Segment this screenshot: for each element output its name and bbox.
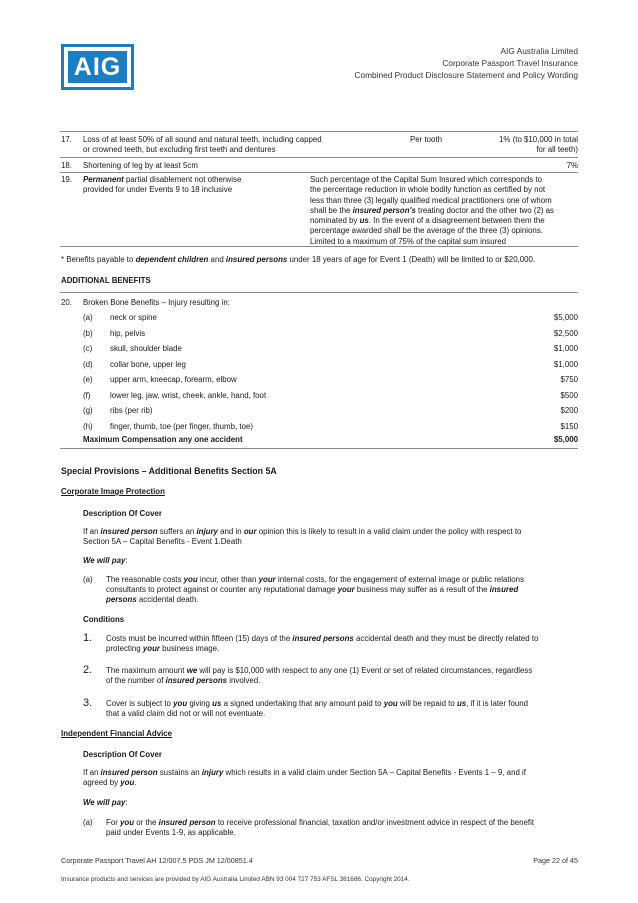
independent-financial-advice-title: Independent Financial Advice xyxy=(61,729,173,738)
bone-item-amount: $5,000 xyxy=(553,313,578,322)
bone-item-label: finger, thumb, toe (per finger, thumb, toe) xyxy=(110,421,253,431)
condition-number: 3. xyxy=(83,697,93,709)
row-description: Permanent partial disablement not otherwise xyxy=(83,175,242,184)
item-code: (a) xyxy=(83,818,93,827)
row-number: 19. xyxy=(61,175,72,184)
ifa-item-a-line: paid under Events 1-9, as applicable. xyxy=(106,828,236,837)
divider xyxy=(60,246,578,247)
max-compensation-label: Maximum Compensation any one accident xyxy=(83,435,243,444)
cip-item-a-line: consultants to protect against or counter any reputational damage your business may suffer as a result of the insured xyxy=(106,585,519,594)
row-description: Loss of at least 50% of all sound and natural teeth, including capped xyxy=(83,135,322,144)
condition-number: 2. xyxy=(83,664,93,676)
cip-description-line: Section 5A – Capital Benefits - Event 1.Death xyxy=(83,537,242,546)
ifa-description-line: If an insured person sustains an injury which results in a valid claim under Section 5A – Capital Benefits - Events 1 – 9, and if xyxy=(83,768,526,777)
cip-description-line: If an insured person suffers an injury and in our opinion this is likely to result in a valid claim under the policy with respect to xyxy=(83,527,522,536)
bone-item-code: (b) xyxy=(83,328,93,338)
corporate-image-protection-title: Corporate Image Protection xyxy=(61,487,165,496)
ifa-description-line: agreed by you. xyxy=(83,778,137,787)
row-description: provided for under Events 9 to 18 inclusive xyxy=(83,185,233,194)
bone-item-amount: $150 xyxy=(560,421,578,431)
row-amount: 7% xyxy=(566,161,578,170)
aig-logo xyxy=(61,44,134,90)
bone-item-amount: $200 xyxy=(560,406,578,415)
broken-bone-title: Broken Bone Benefits – Injury resulting in: xyxy=(83,298,230,307)
condition-line: Costs must be incurred within fifteen (15) days of the insured persons accidental death and they must be directly related to xyxy=(106,634,539,643)
divider xyxy=(60,172,578,173)
max-compensation-amount: $5,000 xyxy=(553,435,578,444)
condition-number: 1. xyxy=(83,632,93,644)
row-description: Shortening of leg by at least 5cm xyxy=(83,161,198,170)
description-of-cover-heading: Description Of Cover xyxy=(83,750,162,759)
footer-page-number: Page 22 of 45 xyxy=(533,856,578,865)
description-of-cover-heading: Description Of Cover xyxy=(83,509,162,518)
row-number: 18. xyxy=(61,161,72,170)
divider xyxy=(60,448,578,449)
cip-item-a-line: persons accidental death. xyxy=(106,595,199,604)
cip-item-a-line: The reasonable costs you incur, other than your internal costs, for the engagement of external image or public relations xyxy=(106,575,525,584)
additional-benefits-heading: ADDITIONAL BENEFITS xyxy=(61,276,151,285)
condition-line: Cover is subject to you giving us a signed undertaking that any amount paid to you will be repaid to us, if it is later found xyxy=(106,699,528,708)
row-number: 17. xyxy=(61,135,72,144)
condition-line: The maximum amount we will pay is $10,000 with respect to any one (1) Event or set of related circumstances, regardless xyxy=(106,666,533,675)
divider xyxy=(60,157,578,158)
header-document: Combined Product Disclosure Statement and Policy Wording xyxy=(354,70,578,80)
bone-item-amount: $750 xyxy=(560,375,578,384)
bone-item-code: (f) xyxy=(83,390,91,400)
bone-item-code: (d) xyxy=(83,359,93,369)
row-basis: Per tooth xyxy=(410,135,443,144)
bone-item-code: (e) xyxy=(83,375,93,384)
bone-item-code: (a) xyxy=(83,313,93,322)
condition-line: protecting your business image. xyxy=(106,644,220,653)
row-detail: Such percentage of the Capital Sum Insured which corresponds to the percentage reduction in whole bodily function as certified by not less than three (3) legally qualified medical practitioners one of whom shall be the insured person's treating doctor and the other two (2) as nominated by us. In the event of a disagreement between them the percentage awarded shall be the average of the three (3) opinions. Limited to a maximum of 75% of the capital sum insured xyxy=(310,175,554,246)
row-amount: 1% (to $10,000 in total xyxy=(499,135,578,144)
divider xyxy=(60,131,578,132)
footer-document-code: Corporate Passport Travel AH 12/007.5 PDS JM 12/00851.4 xyxy=(61,856,253,865)
conditions-heading: Conditions xyxy=(83,615,125,624)
header-product: Corporate Passport Travel Insurance xyxy=(442,58,578,68)
item-code: (a) xyxy=(83,575,93,584)
bone-item-amount: $500 xyxy=(560,390,578,400)
condition-line: of the number of insured persons involved. xyxy=(106,676,261,685)
benefits-note: * Benefits payable to dependent children and insured persons under 18 years of age for Event 1 (Death) will be limited to or $20,000. xyxy=(61,255,536,264)
row-amount: for all teeth) xyxy=(536,145,578,154)
bone-item-label: lower leg, jaw, wrist, cheek, ankle, hand, foot xyxy=(110,390,267,400)
divider xyxy=(60,292,578,293)
we-will-pay-label: We will pay: xyxy=(83,798,128,807)
bone-item-label: ribs (per rib) xyxy=(110,406,153,415)
bone-item-label: upper arm, kneecap, forearm, elbow xyxy=(110,375,237,384)
condition-line: that a valid claim did not or will not eventuate. xyxy=(106,709,266,718)
special-provisions-heading: Special Provisions – Additional Benefits Section 5A xyxy=(61,466,277,476)
bone-item-amount: $2,500 xyxy=(553,328,578,338)
header-company: AIG Australia Limited xyxy=(500,46,578,56)
ifa-item-a-line: For you or the insured person to receive professional financial, taxation and/or investment advice in respect of the benefit xyxy=(106,818,535,827)
bone-item-code: (c) xyxy=(83,344,93,353)
bone-item-amount: $1,000 xyxy=(553,344,578,353)
bone-item-label: skull, shoulder blade xyxy=(110,344,182,353)
bone-item-amount: $1,000 xyxy=(553,359,578,369)
logo-text: AIG xyxy=(68,51,127,83)
we-will-pay-label: We will pay: xyxy=(83,556,128,565)
footer-legal: Insurance products and services are provided by AIG Australia Limited ABN 93 004 727 753 AFSL 381686. Copyright 2014. xyxy=(61,876,410,883)
bone-item-label: collar bone, upper leg xyxy=(110,359,186,369)
row-description: or crowned teeth, but excluding first teeth and dentures xyxy=(83,145,276,154)
row-number: 20. xyxy=(61,298,72,307)
bone-item-code: (h) xyxy=(83,421,93,431)
bone-item-label: neck or spine xyxy=(110,313,157,322)
bone-item-code: (g) xyxy=(83,406,93,415)
bone-item-label: hip, pelvis xyxy=(110,328,146,338)
